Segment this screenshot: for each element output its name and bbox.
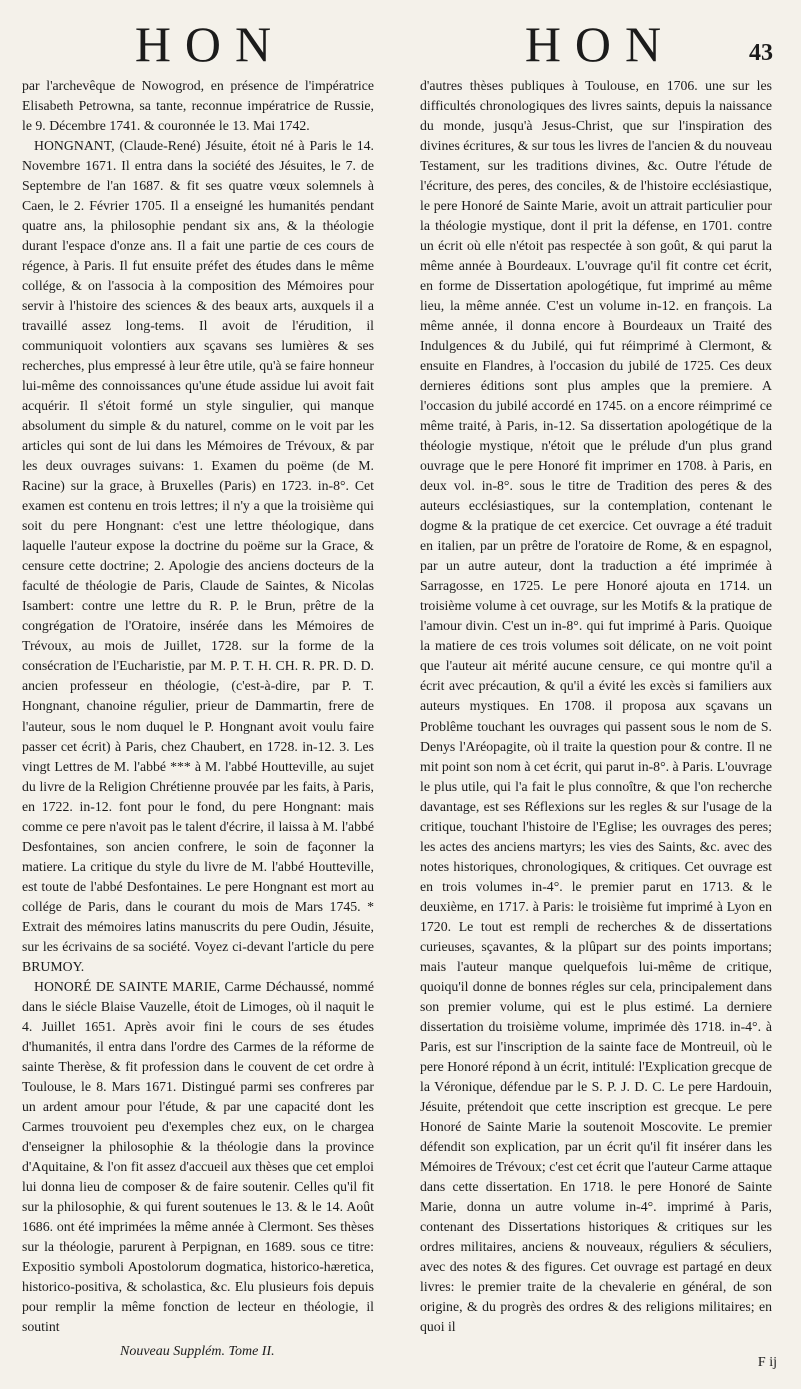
- right-column: [420, 76, 772, 1337]
- left-column: [22, 76, 374, 1337]
- footer-signature: Nouveau Supplém. Tome II.: [120, 1344, 275, 1359]
- left-paragraph-1: par l'archevêque de Nowogrod, en présence de l'impératrice Elisabeth Petrowna, sa tante, reconnue impératrice de Russie, le 9. Décembre 1741. & couronnée le 13. Mai 1742.: [22, 78, 374, 134]
- running-head-left: HON: [134, 16, 286, 72]
- sheet-mark: F ij: [757, 1355, 777, 1370]
- page-number: 43: [749, 40, 773, 66]
- entry-honore-de-sainte-marie: HONORÉ DE SAINTE MARIE, Carme Déchaussé, nommé dans le siécle Blaise Vauzelle, étoit de Limoges, où il naquit le 4. Juillet 1651. Après avoir fini le cours de ses études d'humanités, il entra dans l'ordre des Carmes de la réforme de sainte Therèse, & fit profession dans le couvent de cet ordre à Toulouse, le 8. Mars 1671. Distingué parmi ses confreres par un ardent amour pour l'étude, & par une capacité dont les Carmes trouvoient peu d'exemples chez eux, on le chargea d'enseigner la philosophie & la théologie dans la province d'Aquitaine, & l'on fit assez d'accueil aux thèses que cet emploi lui donna lieu de composer & de faire soutenir. Celles qu'il fit sur la philosophie, & qui furent soutenues le 13. & le 14. Août 1686. ont été imprimées la même année à Clermont. Ses thèses sur la théologie, parurent à Perpignan, en 1689. sous ce titre: Expositio symboli Apostolorum dogmatica, historico-hæretica, historico-positiva, & scholastica, &c. Elu plusieurs fois depuis pour remplir la même fonction de lecteur en théologie, il soutint: [22, 978, 374, 1334]
- running-head-right: HON: [524, 16, 676, 72]
- entry-hongnant: HONGNANT, (Claude-René) Jésuite, étoit né à Paris le 14. Novembre 1671. Il entra dans la société des Jésuites, le 7. de Septembre de l'an 1687. & fit ses quatre vœux solemnels à Caen, le 2. Février 1705. Il a enseigné les humanités pendant quatre ans, la philosophie pendant six ans, & la théologie durant l'espace d'onze ans. Il a fait une partie de ces cours de régence, à Paris. Il fut ensuite préfet des études dans le même collége, & on l'associa à la composition des Mémoires pour servir à l'histoire des sciences & des beaux arts, auxquels il a travaillé assez long-tems. Il avoit de l'érudition, il communiquoit volontiers aux sçavans ses lumières & ses recherches, plus empressé à leur être utile, qu'à se faire honneur lui-même des connoissances qu'une étude assidue lui avoit fait acquérir. Il s'étoit formé un style singulier, qui manque absolument du simple & du naturel, comme on le voit par les articles qui sont de lui dans les Mémoires de Trévoux, & par les deux ouvrages suivans: 1. Examen du poëme (de M. Racine) sur la grace, à Bruxelles (Paris) en 1723. in-8°. Cet examen est contenu en trois lettres; il n'y a que la troisième qui soit du pere Hongnant: c'est une lettre théologique, dans laquelle l'auteur expose la doctrine du poëme sur la Grace, & censure cette doctrine; 2. Apologie des anciens docteurs de la faculté de théologie de Paris, Claude de Saintes, & Nicolas Isambert: contre une lettre du R. P. le Brun, prêtre de la congrégation de l'Oratoire, insérée dans les Mémoires de Trévoux, au mois de Juillet, 1728. sur la forme de la consécration de l'Eucharistie, par M. P. T. H. CH. R. PR. D. D. ancien professeur en théologie, (c'est-à-dire, par P. T. Hongnant, chanoine régulier, prieur de Dammartin, frere de l'auteur, sous le nom duquel le P. Hongnant avoit voulu faire passer cet écrit) à Paris, chez Chaubert, en 1728. in-12. 3. Les vingt Lettres de M. l'abbé *** à M. l'abbé Houtteville, au sujet du livre de la Religion Chrétienne prouvée par les faits, à Paris, en 1722. in-12. font pour le fond, du pere Hongnant: mais comme ce pere n'avoit pas le talent d'écrire, il laissa à M. l'abbé Desfontaines, son ancien confrere, le soin de façonner la matiere. La critique du style du livre de M. l'abbé Houtteville, est toute de l'abbé Desfontaines. Le pere Hongnant est mort au collége de Paris, dans le courant du mois de Mars 1745. * Extrait des mémoires latins manuscrits du pere Oudin, Jésuite, sur les écrivains de sa société. Voyez ci-devant l'article du pere BRUMOY.: [22, 138, 374, 974]
- right-paragraph-1: d'autres thèses publiques à Toulouse, en 1706. une sur les difficultés chronologiques des livres saints, depuis la naissance du monde, jusqu'à Jesus-Christ, que sur l'inspiration des divines écritures, & sur tous les livres de l'ancien & du nouveau Testament, sur les traditions divines, &c. Outre l'étude de l'écriture, des peres, des conciles, & de l'histoire ecclésiastique, le pere Honoré de Sainte Marie, avoit un attrait particulier pour la théologie mystique, dont il prit la défense, en 1701. contre un écrit où elle n'étoit pas respectée à son goût, & qui parut la même année à Bourdeaux. L'ouvrage qu'il fit contre cet écrit, en forme de Dissertation apologétique, fut imprimé au même lieu, la même année. C'est un volume in-12. en françois. La même année, il donna encore à Bourdeaux un Traité des Indulgences & du Jubilé, qui fut réimprimé à Clermont, & ensuite en Flandres, à l'occasion du jubilé de 1725. Ces deux dernieres éditions sont plus amples que la premiere. A l'occasion du jubilé accordé en 1745. on a encore réimprimé ce même traité, à Paris, in-12. Sa dissertation apologétique de la théologie mystique, n'étoit que le prélude d'un plus grand ouvrage que le pere Honoré fit imprimer en 1708. à Paris, en deux vol. in-8°. sous le titre de Tradition des peres & des auteurs ecclésiastiques, sur la contemplation, contenant le dogme & la pratique de cet exercice. Cet ouvrage a été traduit en italien, par un prêtre de l'oratoire de Rome, & en espagnol, par un autre auteur, dont la traduction a été imprimée à Sarragosse, en 1725. Le pere Honoré ajouta en 1714. un troisième volume à cet ouvrage, sur les Motifs & la pratique de l'amour divin. C'est un in-8°. qui fut imprimé à Paris. Quoique la matiere de ces trois volumes soit délicate, on ne voit point que l'auteur ait mérité aucune censure, ce qui montre qu'il a écrit avec précaution, & qu'il a évité les excès si familiers aux auteurs mystiques. En 1708. il proposa aux sçavans un Problême touchant les ouvrages qui passent sous le nom de S. Denys l'Aréopagite, où il traite la question pour & contre. Il ne mit point son nom à cet écrit, qui parut in-8°. à Paris. L'ouvrage le plus utile, qui l'a fait le plus connoître, & que l'on recherche davantage, est ses Réflexions sur les regles & sur l'usage de la critique, touchant l'histoire de l'Eglise; les ouvrages des peres; les actes des anciens martyrs; les vies des Saints, &c. avec des notes historiques, chronologiques, & critiques. Cet ouvrage est en trois volumes in-4°. le premier parut en 1713. & le deuxième, en 1717. à Paris: le troisième fut imprimé à Lyon en 1720. Le tout est rempli de recherches & de dissertations curieuses, sçavantes, & la plûpart sur des points importans; mais l'auteur manque quelquefois lui-même de critique, quoiqu'il donne de bonnes régles sur cela, principalement dans son premier volume, qui est le plus estimé. La derniere dissertation du troisième volume, imprimée dès 1718. in-4°. à Paris, est sur l'inscription de la sainte face de Montreuil, où le pere Honoré répond à un écrit, intitulé: l'Explication grecque de la Véronique, défendue par le S. P. J. D. C. Le pere Hardouin, Jésuite, prétendoit que cette inscription est grecque. Le pere Honoré de Sainte Marie la soutenoit Moscovite. Le premier défendit son explication, par un écrit qu'il fit insérer dans les Mémoires de Trévoux; c'est cet écrit que l'auteur Carme attaque dans cette dissertation. En 1718. le pere Honoré de Sainte Marie, donna un autre volume in-4°. imprimé à Paris, contenant des Dissertations historiques & critiques sur les ordres militaires, anciens & nouveaux, réguliers & séculiers, avec des notes & des figures. Cet ouvrage est partagé en deux livres: le premier traite de la chevalerie en général, de son origine, & du progrès des ordres & des religions militaires; en quoi il: [420, 78, 772, 1334]
